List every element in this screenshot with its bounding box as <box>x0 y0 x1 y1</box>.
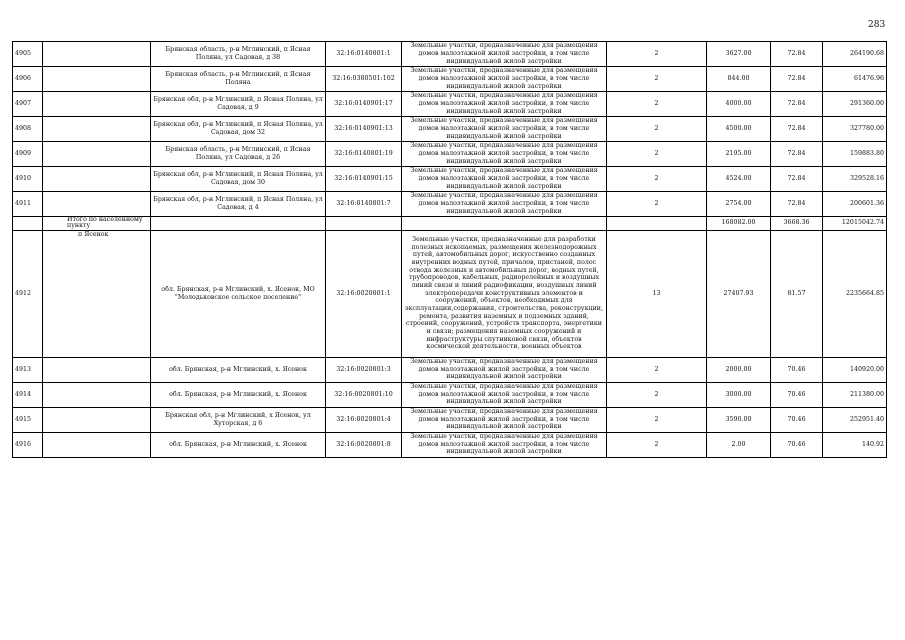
land-use-cell: Земельные участки, предназначенные для размещения домов малоэтажной жилой застройки, в том числе индивидуальной жилой застройки <box>402 42 607 67</box>
locality-total-row <box>13 217 887 231</box>
address-cell: обл. Брянская, р-н Мглинский, х. Ясенок <box>151 432 326 457</box>
locality-cell: Итого по населенному пункту <box>43 217 151 231</box>
cadastral-value-cell: 264190.68 <box>823 42 887 67</box>
cadastral-value-cell: 2235664.85 <box>823 230 887 357</box>
locality-cell <box>43 432 151 457</box>
cadastral-value-cell: 200601.36 <box>823 192 887 217</box>
address-cell: Брянская обл, р-н Мглинский, п Ясная Поляна, ул Садовая, д 9 <box>151 92 326 117</box>
table-row <box>13 92 887 117</box>
address-cell: Брянская обл, р-н Мглинский, п Ясная Поляна, ул Садовая, дом 30 <box>151 167 326 192</box>
locality-cell <box>43 382 151 407</box>
use-group-cell: 2 <box>607 167 707 192</box>
use-group-cell: 2 <box>607 67 707 92</box>
row-number-cell: 4912 <box>13 230 43 357</box>
page-number: 283 <box>868 20 886 30</box>
row-number-cell: 4915 <box>13 407 43 432</box>
row-number-cell: 4905 <box>13 42 43 67</box>
area-cell: 2195.00 <box>707 142 771 167</box>
locality-cell <box>43 167 151 192</box>
locality-cell <box>43 142 151 167</box>
area-cell: 3000.00 <box>707 382 771 407</box>
cadastral-number-cell: 32:16:0140901:17 <box>326 92 402 117</box>
locality-cell: п Ясенок <box>43 230 151 357</box>
address-cell <box>151 217 326 231</box>
address-cell: Брянская обл, р-н Мглинский, п Ясная Поляна, ул Садовая, дом 32 <box>151 117 326 142</box>
table-row <box>13 432 887 457</box>
cadastral-number-cell: 32:16:0140801:1 <box>326 42 402 67</box>
land-use-cell: Земельные участки, предназначенные для размещения домов малоэтажной жилой застройки, в том числе индивидуальной жилой застройки <box>402 192 607 217</box>
row-number-cell <box>13 217 43 231</box>
cadastral-number-cell: 32:16:0020801:3 <box>326 357 402 382</box>
area-cell: 3590.00 <box>707 407 771 432</box>
address-cell: Брянская область, р-н Мглинский, п Ясная Поляна <box>151 67 326 92</box>
land-use-cell <box>402 217 607 231</box>
use-group-cell: 2 <box>607 192 707 217</box>
land-use-cell: Земельные участки, предназначенные для размещения домов малоэтажной жилой застройки, в том числе индивидуальной жилой застройки <box>402 142 607 167</box>
cadastral-value-cell: 252951.40 <box>823 407 887 432</box>
row-number-cell: 4913 <box>13 357 43 382</box>
table-body <box>13 42 887 458</box>
cadastral-value-cell: 12015042.74 <box>823 217 887 231</box>
table-row <box>13 230 887 357</box>
table-row <box>13 192 887 217</box>
area-cell: 168082.00 <box>707 217 771 231</box>
use-group-cell: 2 <box>607 92 707 117</box>
area-cell: 3627.00 <box>707 42 771 67</box>
specific-value-cell: 70.46 <box>771 357 823 382</box>
table-row <box>13 67 887 92</box>
cadastral-number-cell: 32:16:0140901:15 <box>326 167 402 192</box>
use-group-cell: 2 <box>607 407 707 432</box>
row-number-cell: 4908 <box>13 117 43 142</box>
area-cell: 844.00 <box>707 67 771 92</box>
address-cell: обл. Брянская, р-н Мглинский, х. Ясенок <box>151 382 326 407</box>
area-cell: 2.00 <box>707 432 771 457</box>
specific-value-cell: 72.84 <box>771 117 823 142</box>
cadastral-number-cell: 32:16:0020801:10 <box>326 382 402 407</box>
specific-value-cell: 72.84 <box>771 42 823 67</box>
row-number-cell: 4907 <box>13 92 43 117</box>
specific-value-cell: 70.46 <box>771 382 823 407</box>
cadastral-value-cell: 140920.00 <box>823 357 887 382</box>
cadastral-number-cell: 32:16:0140801:7 <box>326 192 402 217</box>
use-group-cell: 2 <box>607 117 707 142</box>
locality-cell <box>43 407 151 432</box>
area-cell: 2000.00 <box>707 357 771 382</box>
land-use-cell: Земельные участки, предназначенные для размещения домов малоэтажной жилой застройки, в том числе индивидуальной жилой застройки <box>402 432 607 457</box>
cadastral-number-cell: 32:16:0020801:4 <box>326 407 402 432</box>
locality-cell <box>43 42 151 67</box>
address-cell: Брянская область, р-н Мглинский, п Ясная Поляна, ул Садовая, д 38 <box>151 42 326 67</box>
locality-cell <box>43 92 151 117</box>
row-number-cell: 4916 <box>13 432 43 457</box>
row-number-cell: 4914 <box>13 382 43 407</box>
specific-value-cell: 72.84 <box>771 142 823 167</box>
table-row <box>13 142 887 167</box>
cadastral-number-cell: 32:16:0140801:19 <box>326 142 402 167</box>
use-group-cell <box>607 217 707 231</box>
cadastral-number-cell: 32:16:0380501:102 <box>326 67 402 92</box>
land-use-cell: Земельные участки, предназначенные для размещения домов малоэтажной жилой застройки, в том числе индивидуальной жилой застройки <box>402 382 607 407</box>
locality-cell <box>43 117 151 142</box>
specific-value-cell: 72.84 <box>771 192 823 217</box>
cadastral-value-cell: 140.92 <box>823 432 887 457</box>
area-cell: 4500.00 <box>707 117 771 142</box>
specific-value-cell: 72.84 <box>771 67 823 92</box>
cadastral-value-cell: 327780.00 <box>823 117 887 142</box>
use-group-cell: 2 <box>607 382 707 407</box>
locality-cell <box>43 67 151 92</box>
table-row <box>13 117 887 142</box>
row-number-cell: 4911 <box>13 192 43 217</box>
specific-value-cell: 70.46 <box>771 407 823 432</box>
address-cell: Брянская обл, р-н Мглинский, п Ясная Поляна, ул Садовая, д 4 <box>151 192 326 217</box>
table-row <box>13 407 887 432</box>
row-number-cell: 4906 <box>13 67 43 92</box>
table-row <box>13 382 887 407</box>
area-cell: 4000.00 <box>707 92 771 117</box>
address-cell: Брянская область, р-н Мглинский, п Ясная Поляна, ул Садовая, д 26 <box>151 142 326 167</box>
specific-value-cell: 72.84 <box>771 167 823 192</box>
locality-cell <box>43 192 151 217</box>
cadastral-value-cell: 291360.00 <box>823 92 887 117</box>
locality-cell <box>43 357 151 382</box>
land-use-cell: Земельные участки, предназначенные для размещения домов малоэтажной жилой застройки, в том числе индивидуальной жилой застройки <box>402 167 607 192</box>
use-group-cell: 2 <box>607 142 707 167</box>
land-use-cell: Земельные участки, предназначенные для размещения домов малоэтажной жилой застройки, в том числе индивидуальной жилой застройки <box>402 407 607 432</box>
land-use-cell: Земельные участки, предназначенные для размещения домов малоэтажной жилой застройки, в том числе индивидуальной жилой застройки <box>402 357 607 382</box>
use-group-cell: 2 <box>607 432 707 457</box>
table-row <box>13 42 887 67</box>
use-group-cell: 2 <box>607 357 707 382</box>
use-group-cell: 13 <box>607 230 707 357</box>
area-cell: 27407.93 <box>707 230 771 357</box>
land-use-cell: Земельные участки, предназначенные для размещения домов малоэтажной жилой застройки, в том числе индивидуальной жилой застройки <box>402 117 607 142</box>
row-number-cell: 4909 <box>13 142 43 167</box>
area-cell: 4524.00 <box>707 167 771 192</box>
cadastral-number-cell: 32:16:0020801:1 <box>326 230 402 357</box>
area-cell: 2754.00 <box>707 192 771 217</box>
cadastral-value-cell: 61476.96 <box>823 67 887 92</box>
land-cadastral-value-table <box>12 41 887 458</box>
cadastral-value-cell: 159883.80 <box>823 142 887 167</box>
use-group-cell: 2 <box>607 42 707 67</box>
address-cell: Брянская обл, р-н Мглинский, х Ясенок, ул Хуторская, д 6 <box>151 407 326 432</box>
specific-value-cell: 81.57 <box>771 230 823 357</box>
specific-value-cell: 3668.36 <box>771 217 823 231</box>
table-row <box>13 357 887 382</box>
address-cell: обл. Брянская, р-н Мглинский, х. Ясенок <box>151 357 326 382</box>
cadastral-number-cell: 32:16:0140901:13 <box>326 117 402 142</box>
cadastral-value-cell: 211380.00 <box>823 382 887 407</box>
row-number-cell: 4910 <box>13 167 43 192</box>
land-use-cell: Земельные участки, предназначенные для разработки полезных ископаемых, размещения железнодорожных путей, автомобильных дорог, искусственно созданных внутренних водных путей, причалов, пристаней, полос отвода железных и автомобильных дорог, водных путей, трубопроводов, кабельных, радиорелейных и воздушных линий связи и линий радиофикации, воздушных линий электропередачи конструктивных элементов и сооружений, объектов, необходимых для эксплуатации,содержания, строительства, реконструкции, ремонта, развития наземных и подземных зданий, строений, сооружений, устройств транспорта, энергетики и связи; размещения наземных сооружений и инфраструктуры спутниковой связи, объектов космической деятельности, военных объектов <box>402 230 607 357</box>
specific-value-cell: 72.84 <box>771 92 823 117</box>
land-use-cell: Земельные участки, предназначенные для размещения домов малоэтажной жилой застройки, в том числе индивидуальной жилой застройки <box>402 67 607 92</box>
table-row <box>13 167 887 192</box>
cadastral-value-cell: 329528.16 <box>823 167 887 192</box>
address-cell: обл. Брянская, р-н Мглинский, х. Ясенок, МО "Молодьковское сельское поселение" <box>151 230 326 357</box>
land-use-cell: Земельные участки, предназначенные для размещения домов малоэтажной жилой застройки, в том числе индивидуальной жилой застройки <box>402 92 607 117</box>
specific-value-cell: 70.46 <box>771 432 823 457</box>
cadastral-number-cell: 32:16:0020801:8 <box>326 432 402 457</box>
cadastral-number-cell <box>326 217 402 231</box>
